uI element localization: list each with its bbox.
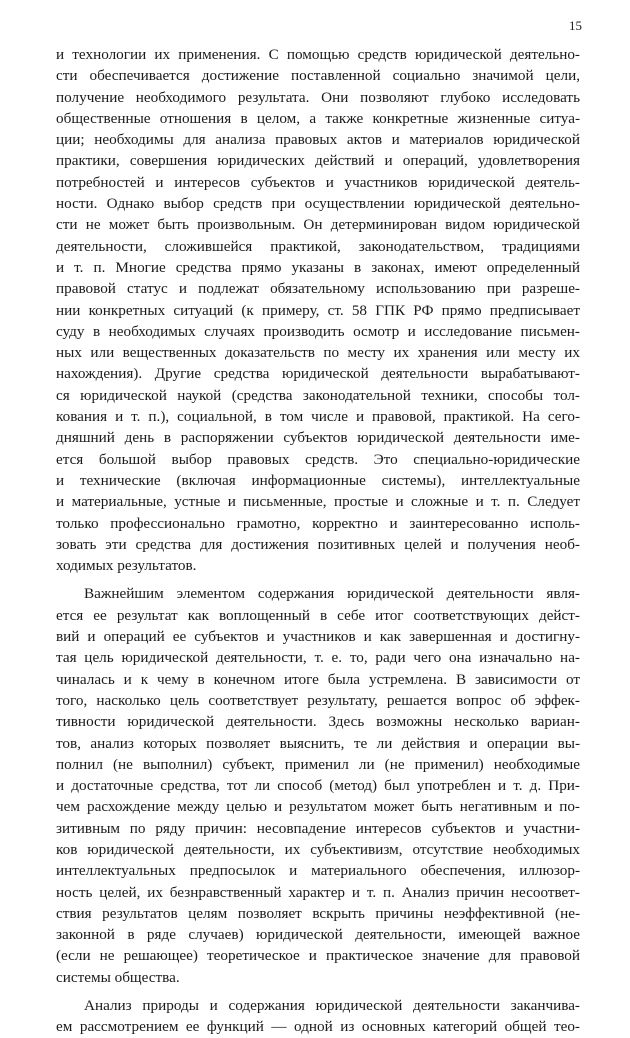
text-line: полнил (не выполнил) субъект, применил ли (не применил) необходимые: [56, 755, 580, 773]
paragraph: [56, 583, 580, 988]
text-line: ности. Однако выбор средств при осуществлении юридической деятельно-: [56, 195, 580, 213]
text-line: чиналась и к чему в конечном итоге была устремлена. В зависимости от: [56, 670, 580, 688]
text-line: тивности юридической деятельности. Здесь возможны несколько вариан-: [56, 713, 580, 731]
text-line: тая цель юридической деятельности, т. е. то, ради чего она изначально на-: [56, 649, 580, 667]
paragraph-gap: [56, 576, 580, 583]
text-line: ется ее результат как воплощенный в себе итог соответствующих дейст-: [56, 606, 580, 624]
text-line: ков юридической деятельности, их субъективизм, отсутствие необходимых: [56, 840, 580, 858]
text-line: ся юридической наукой (средства законодательной техники, способы тол-: [56, 386, 580, 404]
text-line: суду в необходимых случаях производить осмотр и исследование письмен-: [56, 322, 580, 340]
text-line: законной в ряде случаев) юридической деятельности, имеющей важное: [56, 926, 580, 944]
text-line: потребностей и интересов субъектов и участников юридической деятель-: [56, 173, 580, 191]
text-line: нахождения). Другие средства юридической деятельности вырабатывают-: [56, 365, 580, 383]
text-line: общественные отношения в целом, а также конкретные жизненные ситуа-: [56, 109, 580, 127]
body-text: [56, 44, 580, 1038]
text-line: (если не решающее) теоретическое и практическое значение для правовой: [56, 947, 580, 965]
text-line: системы общества.: [56, 968, 180, 986]
text-line: зовать эти средства для достижения позитивных целей и получения необ-: [56, 535, 580, 553]
text-line: чем расхождение между целью и результатом может быть негативным и по-: [56, 798, 580, 816]
text-line: зитивным по ряду причин: несовпадение интересов субъектов и участни-: [56, 819, 580, 837]
text-line: ходимых результатов.: [56, 557, 197, 575]
text-line: кования и т. п.), социальной, в том числе и правовой, практикой. На сего-: [56, 408, 580, 426]
text-line: практики, совершения юридических действий и операций, удовлетворения: [56, 152, 580, 170]
text-line: и технологии их применения. С помощью средств юридической деятельно-: [56, 46, 580, 63]
text-line: вий и операций ее субъектов и участников и как завершенная и достигну-: [56, 628, 580, 646]
text-line: нии конкретных ситуаций (к примеру, ст. 58 ГПК РФ прямо предписывает: [56, 301, 580, 319]
text-line: ность целей, их безнравственный характер и т. п. Анализ причин несоответ-: [56, 883, 580, 901]
text-line: и достаточные средства, тот ли способ (метод) был употреблен и т. д. При-: [56, 777, 580, 795]
text-line: только профессионально грамотно, корректно и заинтересованно исполь-: [56, 514, 580, 532]
page-number: 15: [569, 18, 582, 33]
text-line: ствия результатов целям позволяет вскрыть причины неэффективной (не-: [56, 904, 580, 922]
text-line: ции; необходимы для анализа правовых актов и материалов юридической: [56, 131, 580, 149]
paragraph: [56, 995, 580, 1038]
text-line: сти не может быть произвольным. Он детерминирован видом юридической: [56, 216, 580, 234]
text-line: правовой статус и подлежат обязательному использованию при разреше-: [56, 280, 580, 298]
text-line: и технические (включая информационные системы), интеллектуальные: [56, 471, 580, 489]
text-line: сти обеспечивается достижение поставленной социально значимой цели,: [56, 67, 580, 85]
text-line: интеллектуальных предпосылок и материального обеспечения, иллюзор-: [56, 862, 580, 880]
text-line: получение необходимого результата. Они позволяют глубоко исследовать: [56, 88, 580, 106]
text-line: Важнейшим элементом содержания юридической деятельности явля-: [84, 585, 580, 603]
text-line: и т. п. Многие средства прямо указаны в законах, имеют определенный: [56, 258, 580, 276]
text-line: деятельности, сложившейся практикой, законодательством, традициями: [56, 237, 580, 255]
text-line: Анализ природы и содержания юридической деятельности заканчива-: [84, 997, 580, 1015]
text-line: того, насколько цель соответствует результату, решается вопрос об эффек-: [56, 691, 580, 709]
text-line: ных или вещественных доказательств по месту их хранения или месту их: [56, 344, 580, 362]
text-line: ем рассмотрением ее функций — одной из основных категорий общей тео-: [56, 1018, 580, 1036]
text-line: и материальные, устные и письменные, простые и сложные и т. п. Следует: [56, 493, 580, 511]
text-line: тов, анализ которых позволяет выяснить, те ли действия и операции вы-: [56, 734, 580, 752]
text-line: дняшний день в распоряжении субъектов юридической деятельности име-: [56, 429, 580, 447]
paragraph-gap: [56, 988, 580, 995]
paragraph: [56, 44, 580, 576]
text-line: ется большой выбор правовых средств. Это специально-юридические: [56, 450, 580, 468]
